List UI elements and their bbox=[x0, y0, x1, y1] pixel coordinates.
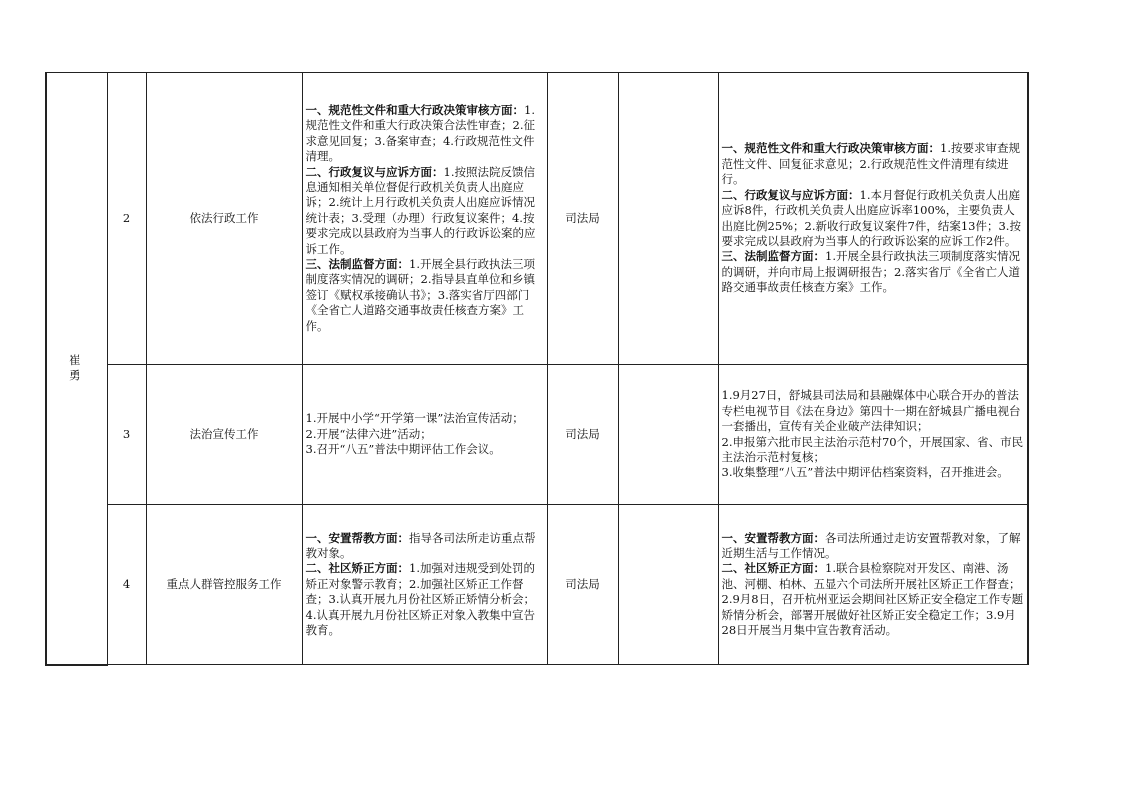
department: 司法局 bbox=[565, 210, 600, 225]
empty-cell bbox=[618, 365, 718, 505]
result-item: 2.申报第六批市民主法治示范村70个，开展国家、省、市民主法治示范村复核； bbox=[721, 434, 1024, 464]
plan-item: 一、规范性文件和重大行政决策审核方面：1.规范性文件和重大行政决策合法性审查；2.征求意见回复；3.备案审查；4.行政规范性文件清理。 bbox=[305, 102, 535, 164]
row-number-cell bbox=[107, 365, 146, 505]
task-name-cell bbox=[146, 365, 302, 505]
table-row bbox=[46, 365, 1028, 505]
row-number: 2 bbox=[122, 210, 131, 225]
table-row bbox=[46, 505, 1028, 665]
row-number: 3 bbox=[122, 426, 131, 441]
department: 司法局 bbox=[565, 576, 600, 591]
task-name: 重点人群管控服务工作 bbox=[166, 576, 282, 591]
department-cell bbox=[547, 365, 618, 505]
plan-item: 3.召开“八五”普法中期评估工作会议。 bbox=[305, 442, 501, 457]
task-name-cell bbox=[146, 73, 302, 365]
result-item: 二、社区矫正方面：1.联合县检察院对开发区、南港、汤池、河棚、柏林、五显六个司法所开展社区矫正工作督查；2.9月8日，召开杭州亚运会期间社区矫正安全稳定工作专题矫情分析会，部署开展做好社区矫正安全稳定工作；3.9月28日开展当月集中宣告教育活动。 bbox=[721, 561, 1024, 638]
plan-cell bbox=[302, 505, 547, 665]
department-cell bbox=[547, 505, 618, 665]
row-number-cell bbox=[107, 73, 146, 365]
work-report-table bbox=[45, 72, 1029, 666]
result-cell bbox=[718, 365, 1028, 505]
result-item: 三、法制监督方面：1.开展全县行政执法三项制度落实情况的调研，并向市局上报调研报告；2.落实省厅《全省亡人道路交通事故责任核查方案》工作。 bbox=[721, 249, 1020, 295]
department: 司法局 bbox=[565, 426, 600, 441]
responsible-person: 崔 勇 bbox=[69, 352, 112, 383]
responsible-person-cell bbox=[46, 73, 112, 665]
department-cell bbox=[547, 73, 618, 365]
result-cell bbox=[718, 505, 1028, 665]
plan-cell bbox=[302, 365, 547, 505]
plan-item: 一、安置帮教方面：指导各司法所走访重点帮教对象。 bbox=[305, 530, 536, 560]
row-number-cell bbox=[107, 505, 146, 665]
task-name: 依法行政工作 bbox=[189, 210, 259, 225]
result-item: 一、规范性文件和重大行政决策审核方面：1.按要求审查规范性文件、回复征求意见；2.行政规范性文件清理有续进行。 bbox=[721, 141, 1020, 187]
plan-item: 1.开展中小学“开学第一课”法治宣传活动； bbox=[305, 411, 524, 426]
table-row bbox=[46, 73, 1028, 365]
result-item: 3.收集整理“八五”普法中期评估档案资料，召开推进会。 bbox=[721, 465, 1009, 480]
result-cell bbox=[718, 73, 1028, 365]
result-item: 二、行政复议与应诉方面：1.本月督促行政机关负责人出庭应诉8件，行政机关负责人出庭应诉率100%，主要负责人出庭比例25%；2.新收行政复议案件7件，结案13件；3.按要求完成以县政府为当事人的行政诉讼案的应诉工作2件。 bbox=[721, 187, 1021, 248]
row-number: 4 bbox=[122, 576, 131, 591]
plan-item: 2.开展“法律六进”活动； bbox=[305, 426, 432, 441]
result-item: 1.9月27日，舒城县司法局和县融媒体中心联合开办的普法专栏电视节目《法在身边》第四十一期在舒城县广播电视台一套播出，宣传有关企业破产法律知识； bbox=[721, 388, 1021, 434]
plan-item: 三、法制监督方面：1.开展全县行政执法三项制度落实情况的调研；2.指导县直单位和乡镇签订《赋权承接确认书》；3.落实省厅四部门《全省亡人道路交通事故责任核查方案》工作。 bbox=[305, 257, 535, 333]
plan-item: 二、行政复议与应诉方面：1.按照法院反馈信息通知相关单位督促行政机关负责人出庭应诉；2.统计上月行政机关负责人出庭应诉情况统计表；3.受理（办理）行政复议案件；4.按要求完成以县政府为当事人的行政诉讼案的应诉工作。 bbox=[305, 164, 536, 256]
plan-item: 二、社区矫正方面：1.加强对违规受到处罚的矫正对象警示教育；2.加强社区矫正工作督查；3.认真开展九月份社区矫正矫情分析会；4.认真开展九月份社区矫正对象入教集中宣告教育。 bbox=[305, 561, 535, 638]
task-name: 法治宣传工作 bbox=[189, 426, 259, 441]
empty-cell bbox=[618, 505, 718, 665]
plan-cell bbox=[302, 73, 547, 365]
result-item: 一、安置帮教方面：各司法所通过走访安置帮教对象，了解近期生活与工作情况。 bbox=[721, 530, 1021, 560]
task-name-cell bbox=[146, 505, 302, 665]
empty-cell bbox=[618, 73, 718, 365]
